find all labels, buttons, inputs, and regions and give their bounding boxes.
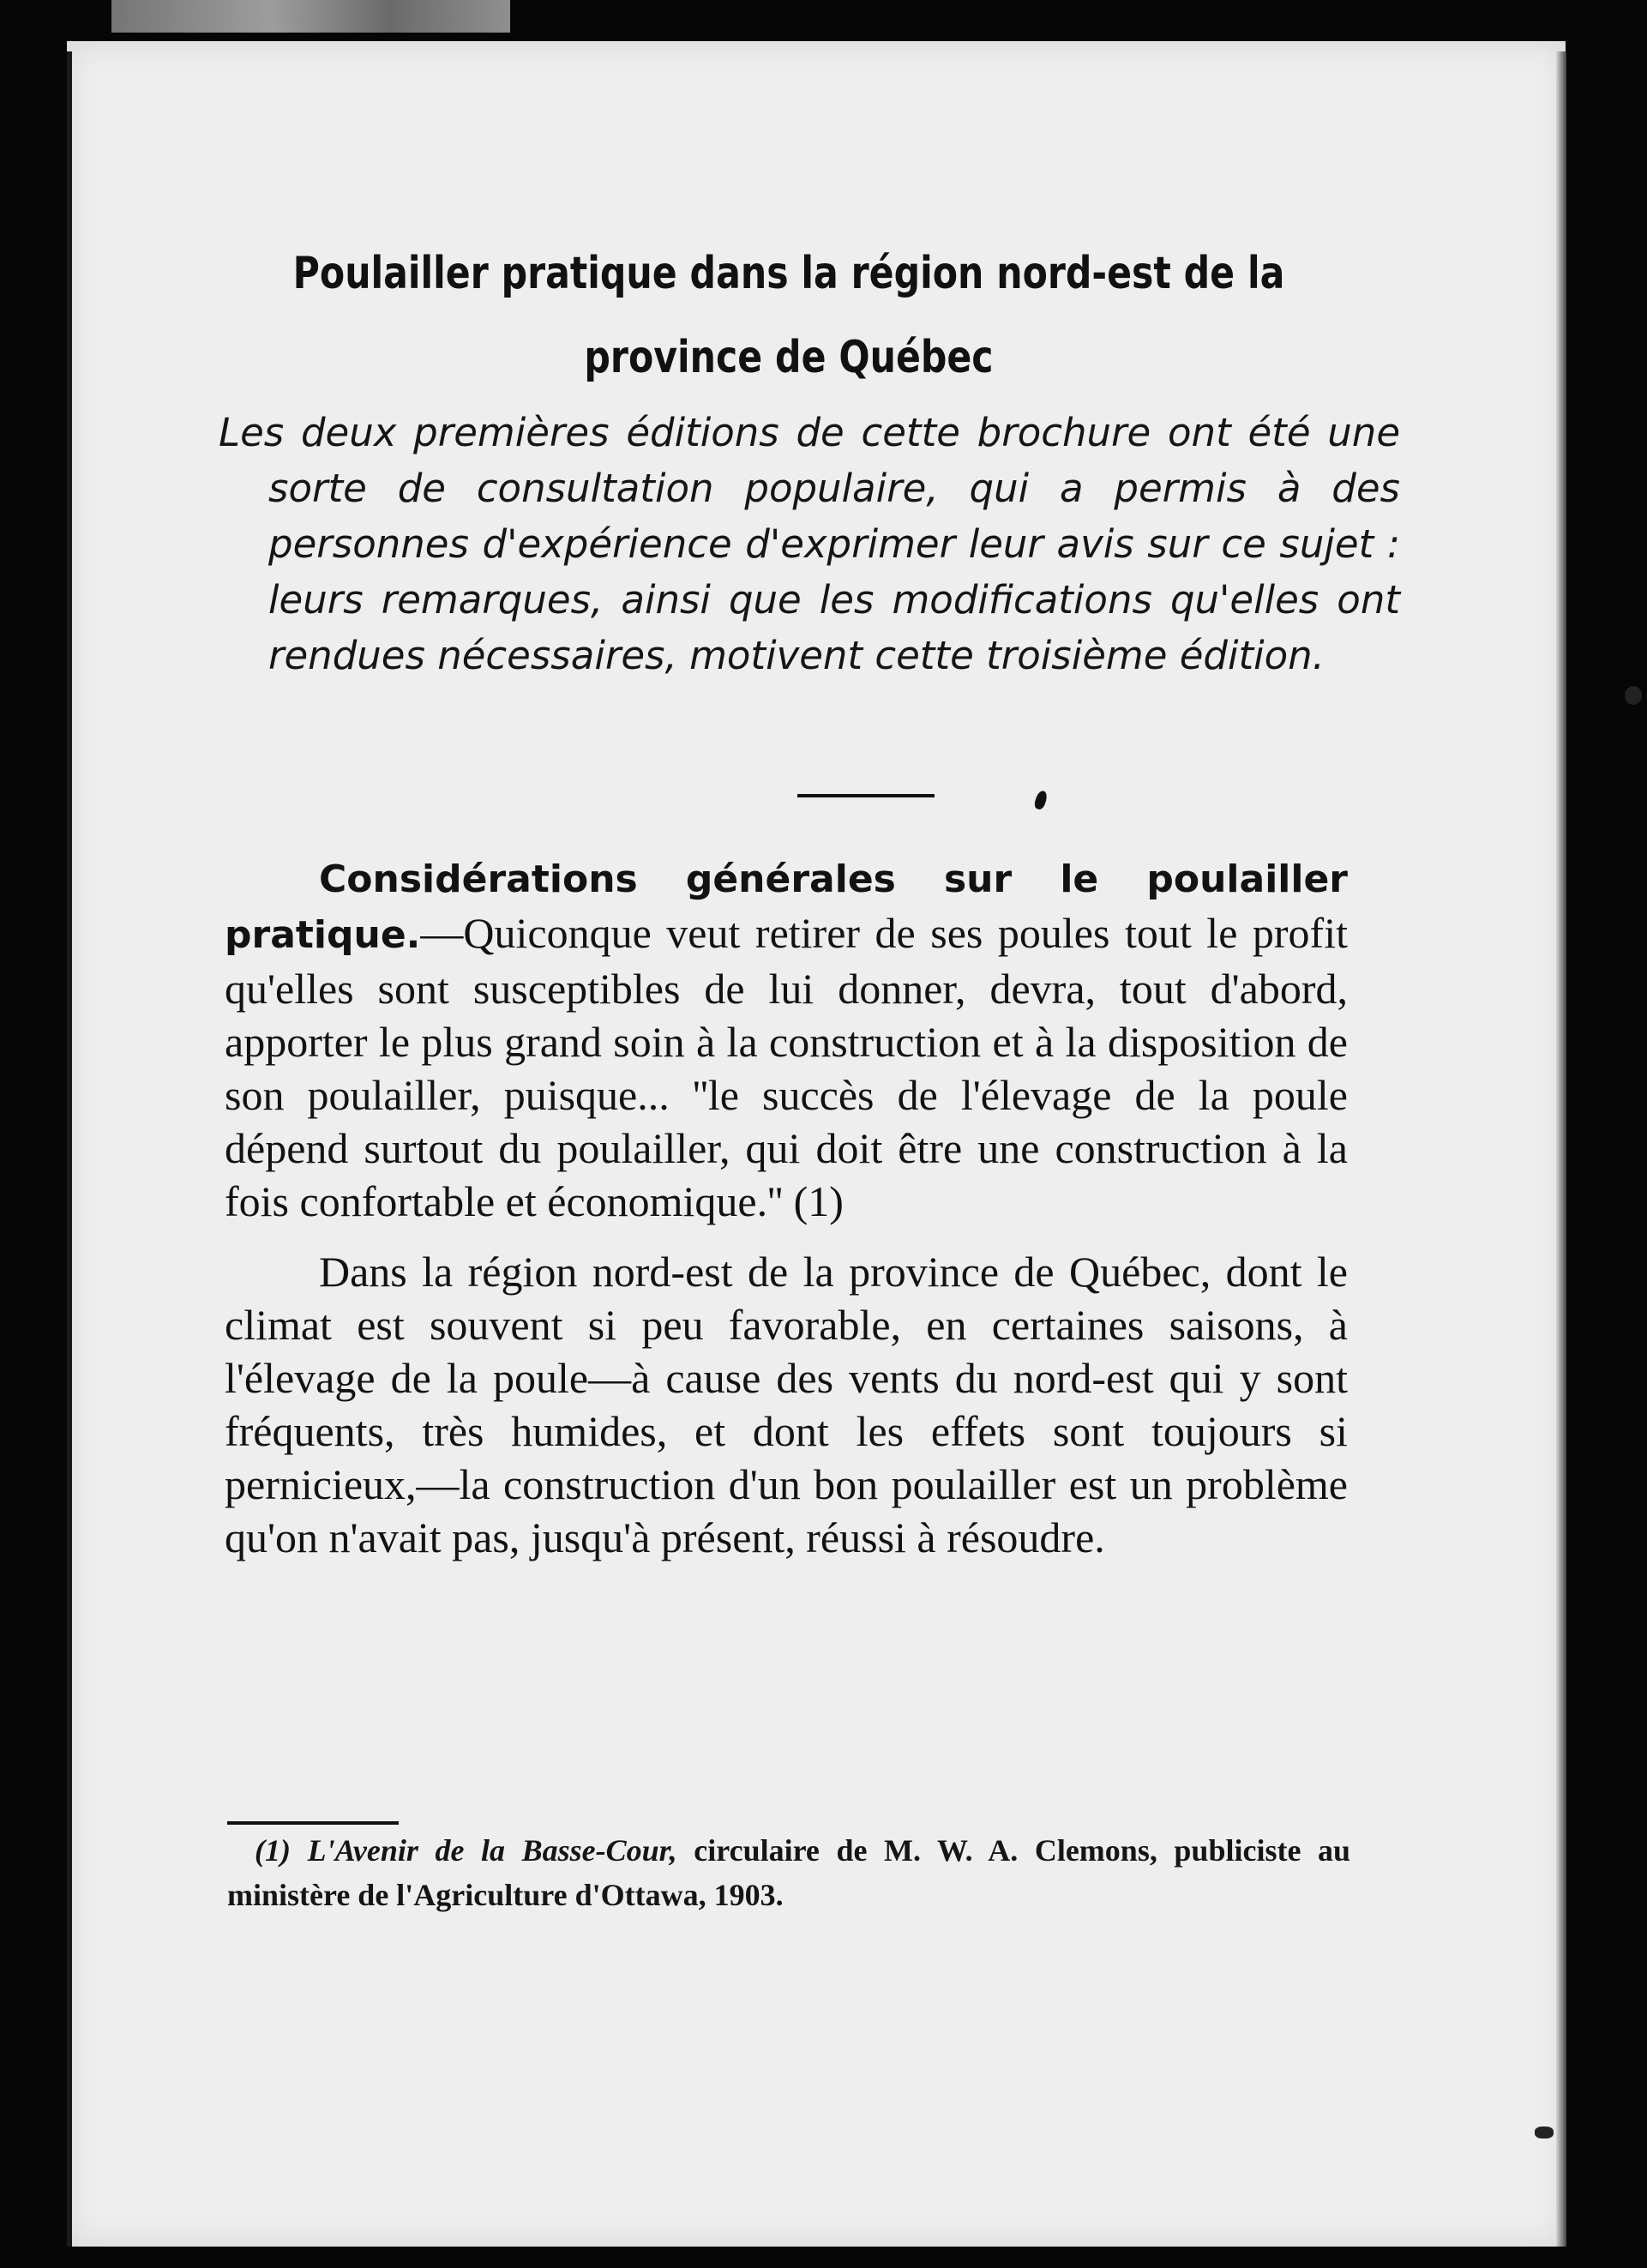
section-heading: Considérations générales sur le poulailler pratique. [225, 857, 1348, 957]
film-edge-strip [111, 0, 510, 33]
footnote [227, 1828, 1350, 1917]
main-text [225, 851, 1348, 1581]
section-separator [797, 794, 935, 797]
footnote-source-title: L'Avenir de la Basse-Cour, [307, 1833, 677, 1868]
intro-note: Les deux premières éditions de cette brochure ont été une sorte de consultation populaire, qui a permis à des personnes d'expérience d'exprimer leur avis sur ce sujet : leurs remarques, ainsi que les modifications qu'elles ont rendues nécessaires, motivent cette troisième édition. [219, 410, 1400, 678]
footnote-marker: (1) [255, 1833, 291, 1868]
paragraph-considerations [225, 851, 1348, 1228]
document-title: Poulailler pratique dans la région nord-est de la province de Québec [292, 247, 1285, 383]
paragraph-1-text: —Quiconque veut retirer de ses poules tout le profit qu'elles sont susceptibles de lui donner, devra, tout d'abord, apporter le plus grand soin à la construction et à la disposition de son poulailler, puisque... ''le succès de l'élevage de la poule dépend surtout du poulailler, qui doit être une construction à la fois confortable et économique.'' (1) [225, 909, 1348, 1225]
page-left-edge [67, 51, 72, 2247]
page-right-edge [1556, 51, 1566, 2247]
scan-speck [1625, 686, 1642, 705]
paragraph-region: Dans la région nord-est de la province de Québec, dont le climat est souvent si peu favorable, en certaines saisons, à l'élevage de la poule—à cause des vents du nord-est qui y sont fréquents, très humides, et dont les effets sont toujours si pernicieux,—la construction d'un bon poulailler est un problème qu'on n'avait pas, jusqu'à présent, réussi à résoudre. [225, 1248, 1348, 1561]
footnote-rule [227, 1821, 399, 1825]
scan-speck [1535, 2127, 1554, 2139]
footnote-text: circulaire de M. W. A. Clemons, publiciste au ministère de l'Agriculture d'Ottawa, 1903. [227, 1833, 1351, 1912]
